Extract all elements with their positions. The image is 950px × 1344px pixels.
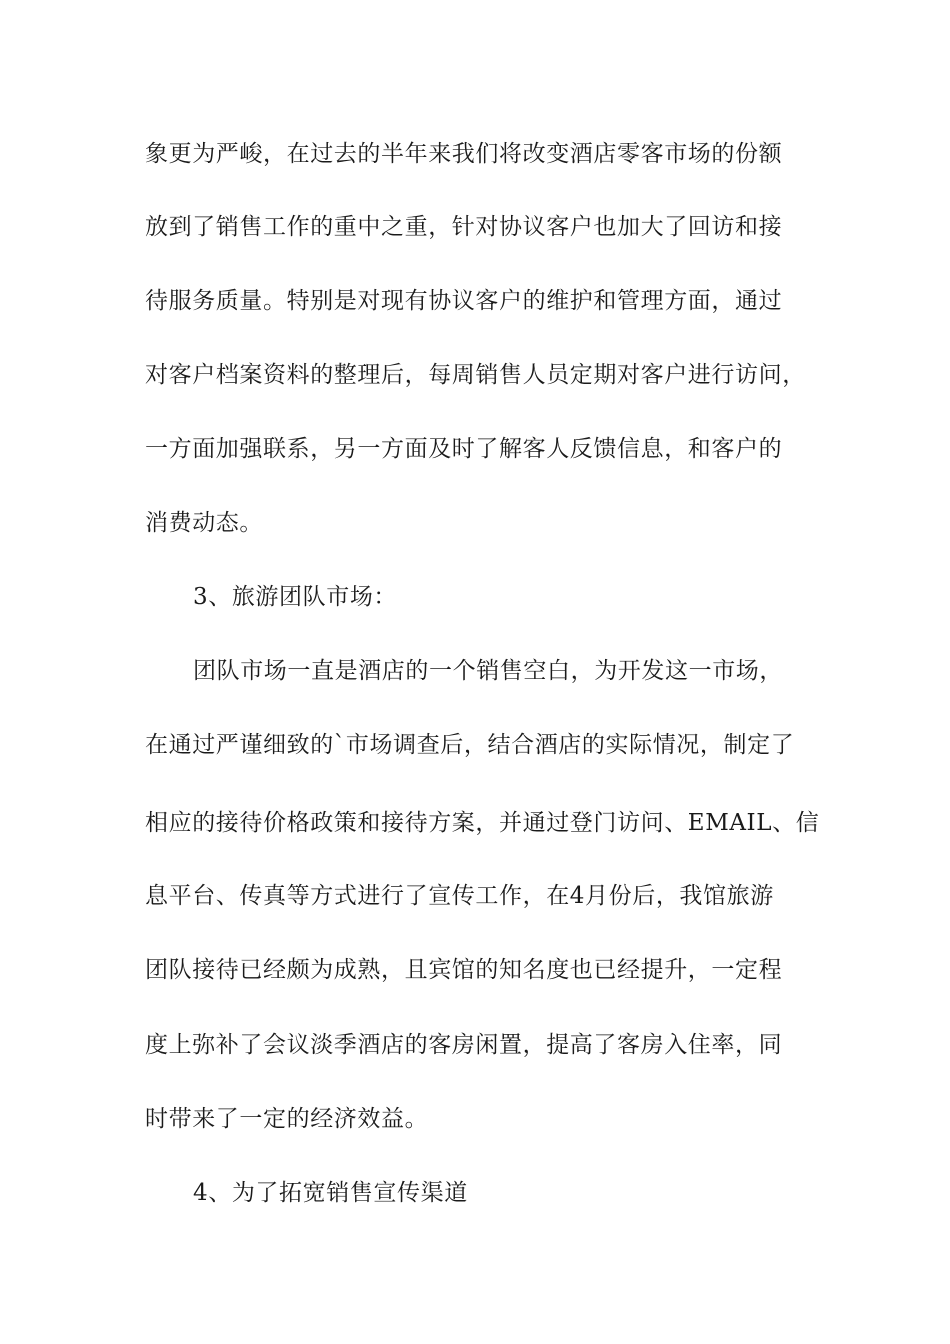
paragraph-line: 对客户档案资料的整理后，每周销售人员定期对客户进行访问，	[145, 362, 806, 388]
section-heading: 3、旅游团队市场：	[193, 584, 398, 610]
paragraph-line: 象更为严峻，在过去的半年来我们将改变酒店零客市场的份额	[145, 141, 783, 167]
paragraph-line: 团队接待已经颇为成熟，且宾馆的知名度也已经提升，一定程	[145, 957, 783, 983]
section-heading: 4、为了拓宽销售宣传渠道	[193, 1180, 468, 1206]
paragraph-line: 放到了销售工作的重中之重，针对协议客户也加大了回访和接	[145, 214, 783, 240]
paragraph-line: 度上弥补了会议淡季酒店的客房闲置，提高了客房入住率，同	[145, 1032, 783, 1058]
paragraph-line: 消费动态。	[145, 510, 263, 536]
paragraph-line: 一方面加强联系，另一方面及时了解客人反馈信息，和客户的	[145, 436, 783, 462]
paragraph-line: 团队市场一直是酒店的一个销售空白，为开发这一市场，	[193, 658, 783, 684]
paragraph-line: 相应的接待价格政策和接待方案，并通过登门访问、EMAIL、信	[145, 810, 820, 836]
paragraph-line: 息平台、传真等方式进行了宣传工作，在4月份后，我馆旅游	[145, 883, 774, 909]
paragraph-line: 时带来了一定的经济效益。	[145, 1106, 429, 1132]
paragraph-line: 待服务质量。特别是对现有协议客户的维护和管理方面，通过	[145, 288, 783, 314]
paragraph-line: 在通过严谨细致的`市场调查后，结合酒店的实际情况，制定了	[145, 732, 795, 758]
